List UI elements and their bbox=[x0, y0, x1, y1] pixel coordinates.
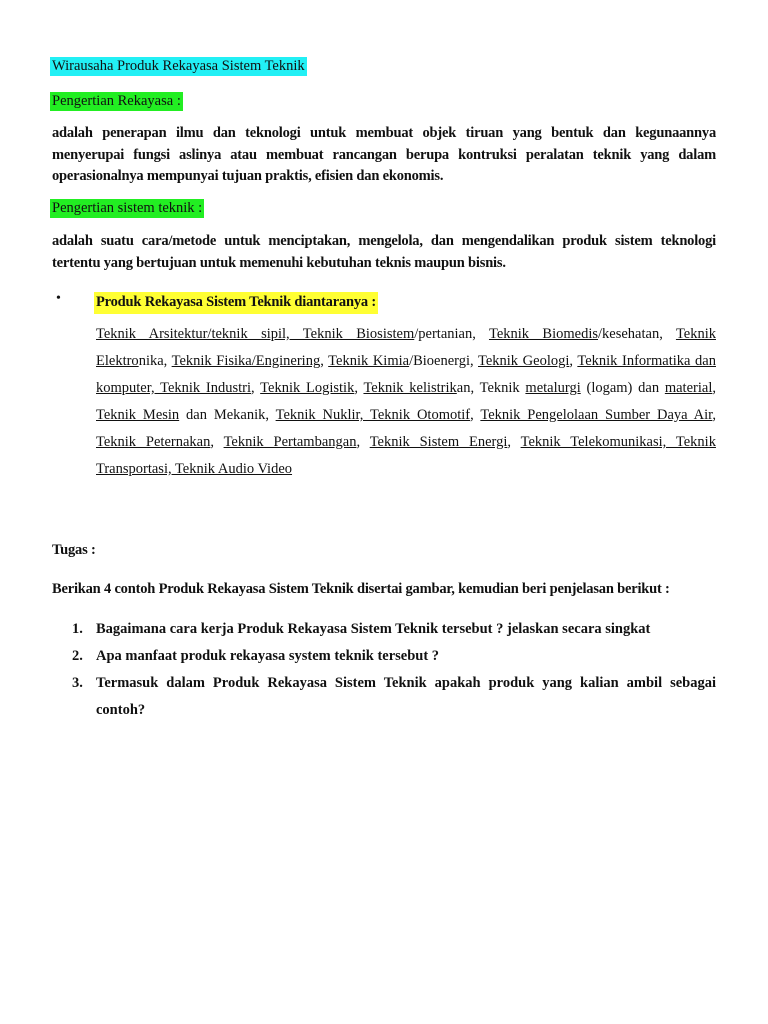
underlined-segment: metalurgi bbox=[525, 380, 581, 396]
heading-pengertian-rekayasa: Pengertian Rekayasa : bbox=[52, 93, 181, 109]
underlined-segment: Teknik Arsitektur/teknik sipil, Teknik Biosistem bbox=[96, 326, 415, 342]
underlined-segment: Teknik Sistem Energi bbox=[369, 434, 508, 450]
text-segment: /Bioenergi, bbox=[409, 353, 478, 369]
text-segment: , bbox=[712, 380, 716, 396]
underlined-segment: Teknik Telekomunikasi, Teknik Transportasi, Teknik Audio Video bbox=[96, 434, 716, 477]
heading-pengertian-sistem-teknik: Pengertian sistem teknik : bbox=[52, 200, 203, 216]
text-segment: an, Teknik bbox=[456, 380, 526, 396]
underlined-segment: Teknik Logistik bbox=[260, 380, 355, 396]
item-text: Apa manfaat produk rekayasa system teknik tersebut ? bbox=[96, 648, 440, 664]
rekayasa-definition: adalah penerapan ilmu dan teknologi untuk membuat objek tiruan yang bentuk dan kegunaannya menyerupai fungsi aslinya atau membuat rancangan berupa kontruksi peralatan teknik yang dalam operasionalnya mempunyai tujuan praktis, efisien dan ekonomis. bbox=[52, 125, 716, 184]
text-segment: dan Mekanik, bbox=[179, 407, 276, 423]
item-number: 1. bbox=[72, 621, 83, 637]
list-item bbox=[52, 616, 716, 643]
list-item bbox=[52, 643, 716, 670]
underlined-segment: Teknik Mesin bbox=[96, 407, 180, 423]
bullet-icon: • bbox=[56, 291, 61, 306]
text-segment: , bbox=[507, 434, 521, 450]
underlined-segment: Teknik Kimia bbox=[328, 353, 410, 369]
text-segment: , bbox=[320, 353, 329, 369]
underlined-segment: Teknik kelistrik bbox=[363, 380, 457, 396]
text-segment: , bbox=[210, 434, 224, 450]
heading-produk-list: Produk Rekayasa Sistem Teknik diantaranya : bbox=[94, 292, 378, 314]
list-item bbox=[52, 670, 716, 724]
text-segment: , bbox=[356, 434, 370, 450]
text-segment: , bbox=[470, 407, 481, 423]
item-number: 3. bbox=[72, 675, 83, 691]
sistem-definition: adalah suatu cara/metode untuk menciptakan, mengelola, dan mengendalikan produk sistem teknologi tertentu yang bertujuan untuk memenuhi kebutuhan teknis maupun bisnis. bbox=[52, 233, 716, 271]
underlined-segment: Teknik Geologi bbox=[478, 353, 570, 369]
text-segment: (logam) dan bbox=[580, 380, 665, 396]
tugas-question-list bbox=[52, 616, 716, 724]
underlined-segment: Teknik Nuklir, Teknik Otomotif bbox=[275, 407, 471, 423]
underlined-segment: Teknik Pertambangan bbox=[223, 434, 357, 450]
produk-list-paragraph bbox=[96, 321, 716, 483]
item-number: 2. bbox=[72, 648, 83, 664]
item-text: Bagaimana cara kerja Produk Rekayasa Sistem Teknik tersebut ? jelaskan secara singkat bbox=[96, 621, 651, 637]
tugas-label: Tugas : bbox=[52, 542, 96, 558]
text-segment: , bbox=[712, 407, 716, 423]
underlined-segment: Teknik Biomedis bbox=[488, 326, 598, 342]
underlined-segment: Teknik Fisika/Enginering bbox=[171, 353, 321, 369]
text-segment: /kesehatan, bbox=[598, 326, 676, 342]
underlined-segment: Teknik Informatika dan komputer, Teknik Industri bbox=[96, 353, 716, 396]
text-segment: , bbox=[354, 380, 364, 396]
item-text: Termasuk dalam Produk Rekayasa Sistem Teknik apakah produk yang kalian ambil sebagai contoh? bbox=[96, 675, 716, 718]
text-segment: /pertanian, bbox=[414, 326, 489, 342]
tugas-instruction: Berikan 4 contoh Produk Rekayasa Sistem Teknik disertai gambar, kemudian beri penjelasan berikut : bbox=[52, 581, 670, 597]
text-segment: , bbox=[251, 380, 261, 396]
underlined-segment: Teknik Elektro bbox=[96, 326, 716, 369]
underlined-segment: Teknik Pengelolaan Sumber Daya Air bbox=[480, 407, 713, 423]
text-segment: , bbox=[569, 353, 578, 369]
underlined-segment: material bbox=[664, 380, 713, 396]
text-segment: nika, bbox=[138, 353, 172, 369]
document-title: Wirausaha Produk Rekayasa Sistem Teknik bbox=[52, 58, 305, 74]
underlined-segment: Teknik Peternakan bbox=[96, 434, 211, 450]
